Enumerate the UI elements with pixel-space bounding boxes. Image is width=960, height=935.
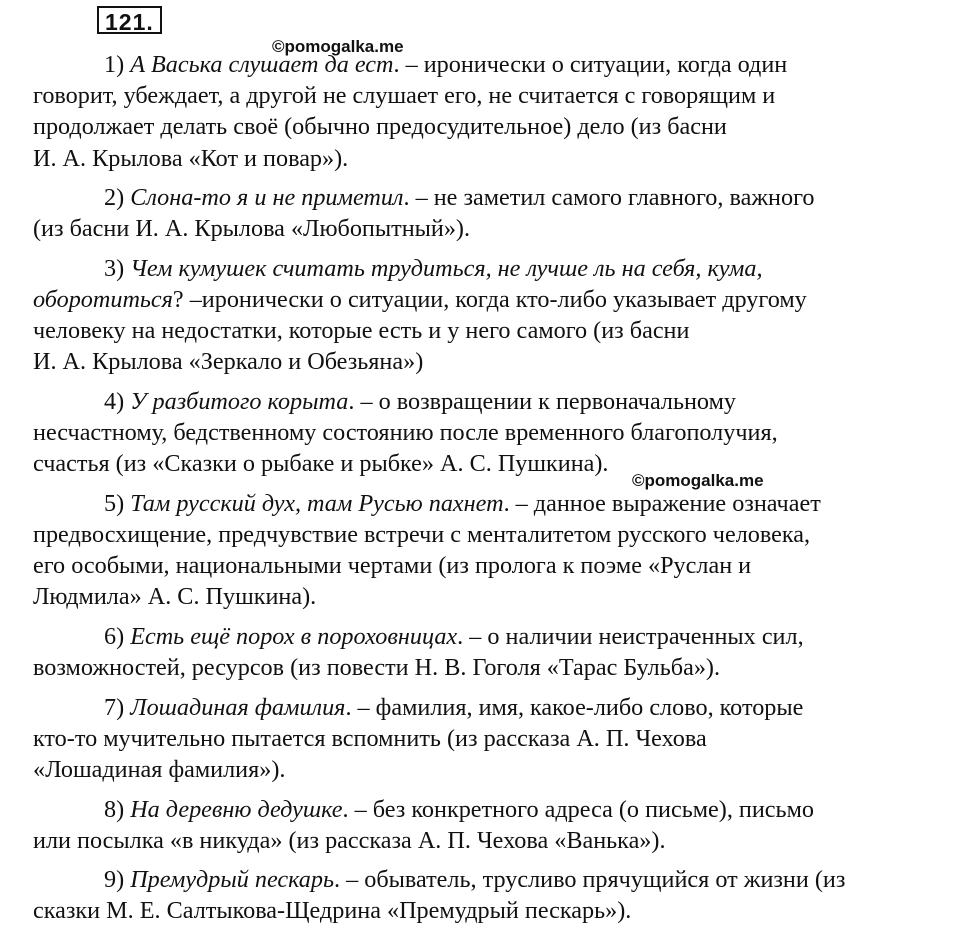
list-item bbox=[33, 794, 903, 856]
item-text: Людмила» А. С. Пушкина). bbox=[33, 583, 317, 611]
item-text: . – данное выражение означает bbox=[503, 489, 821, 517]
item-text: возможностей, ресурсов (из повести Н. В. Гоголя «Тарас Бульба»). bbox=[33, 654, 721, 682]
list-item bbox=[33, 182, 903, 244]
items-list bbox=[33, 49, 903, 935]
list-item bbox=[33, 253, 903, 378]
item-text: (из басни И. А. Крылова «Любопытный»). bbox=[33, 215, 471, 243]
item-text: продолжает делать своё (обычно предосудительное) дело (из басни bbox=[33, 113, 727, 141]
item-phrase: А Васька слушает да ест bbox=[130, 51, 394, 78]
item-number: 6) bbox=[104, 622, 125, 650]
item-text: ? –иронически о ситуации, когда кто-либо указывает другому bbox=[172, 286, 807, 314]
item-text: сказки М. Е. Салтыкова-Щедрина «Премудрый пескарь»). bbox=[33, 897, 632, 925]
list-item bbox=[33, 386, 903, 480]
item-number: 5) bbox=[104, 489, 125, 517]
task-number: 121. bbox=[97, 6, 162, 34]
item-text: кто-то мучительно пытается вспомнить (из рассказа А. П. Чехова bbox=[33, 724, 707, 752]
item-number: 7) bbox=[104, 693, 125, 721]
list-item bbox=[33, 692, 903, 786]
item-number: 2) bbox=[104, 184, 125, 212]
item-phrase: Слона-то я и не приметил bbox=[130, 184, 404, 212]
list-item bbox=[33, 488, 903, 613]
watermark: ©pomogalka.me bbox=[632, 471, 764, 490]
item-text: . – о возвращении к первоначальному bbox=[348, 387, 736, 415]
item-text: . – фамилия, имя, какое-либо слово, которые bbox=[345, 693, 804, 721]
list-item bbox=[33, 621, 903, 683]
list-item bbox=[33, 864, 903, 926]
item-phrase: Есть ещё порох в пороховницах bbox=[130, 622, 458, 650]
list-item bbox=[33, 49, 903, 174]
item-text: «Лошадиная фамилия»). bbox=[33, 756, 286, 784]
item-phrase: Чем кумушек считать трудиться, не лучше ль на себя, кума, bbox=[130, 254, 763, 282]
item-text: И. А. Крылова «Кот и повар»). bbox=[33, 144, 349, 172]
item-text: . – обыватель, трусливо прячущийся от жизни (из bbox=[334, 866, 846, 894]
item-text: . – иронически о ситуации, когда один bbox=[393, 51, 788, 78]
item-text: его особыми, национальными чертами (из пролога к поэме «Руслан и bbox=[33, 552, 752, 580]
item-phrase: У разбитого корыта bbox=[130, 387, 349, 415]
item-number: 1) bbox=[104, 51, 125, 78]
watermark: ©pomogalka.me bbox=[272, 37, 404, 56]
item-text: несчастному, бедственному состоянию после временного благополучия, bbox=[33, 419, 778, 447]
item-phrase: На деревню дедушке bbox=[130, 795, 343, 823]
item-phrase: оборотиться bbox=[33, 286, 173, 314]
item-text: . – не заметил самого главного, важного bbox=[403, 184, 815, 212]
item-number: 9) bbox=[104, 866, 125, 894]
item-text: человеку на недостатки, которые есть и у него самого (из басни bbox=[33, 317, 690, 345]
item-text: . – о наличии неистраченных сил, bbox=[457, 622, 804, 650]
item-number: 8) bbox=[104, 795, 125, 823]
item-text: И. А. Крылова «Зеркало и Обезьяна») bbox=[33, 348, 424, 376]
item-text: предвосхищение, предчувствие встречи с менталитетом русского человека, bbox=[33, 521, 811, 549]
item-phrase: Премудрый пескарь bbox=[130, 866, 335, 894]
item-number: 3) bbox=[104, 254, 125, 282]
item-text: счастья (из «Сказки о рыбаке и рыбке» А. С. Пушкина). bbox=[33, 450, 609, 478]
item-number: 4) bbox=[104, 387, 125, 415]
item-text: . – без конкретного адреса (о письме), письмо bbox=[342, 795, 814, 823]
item-phrase: Там русский дух, там Русью пахнет bbox=[130, 489, 504, 517]
item-text: говорит, убеждает, а другой не слушает его, не считается с говорящим и bbox=[33, 82, 776, 110]
item-text: или посылка «в никуда» (из рассказа А. П. Чехова «Ванька»). bbox=[33, 826, 666, 854]
item-phrase: Лошадиная фамилия bbox=[130, 693, 346, 721]
